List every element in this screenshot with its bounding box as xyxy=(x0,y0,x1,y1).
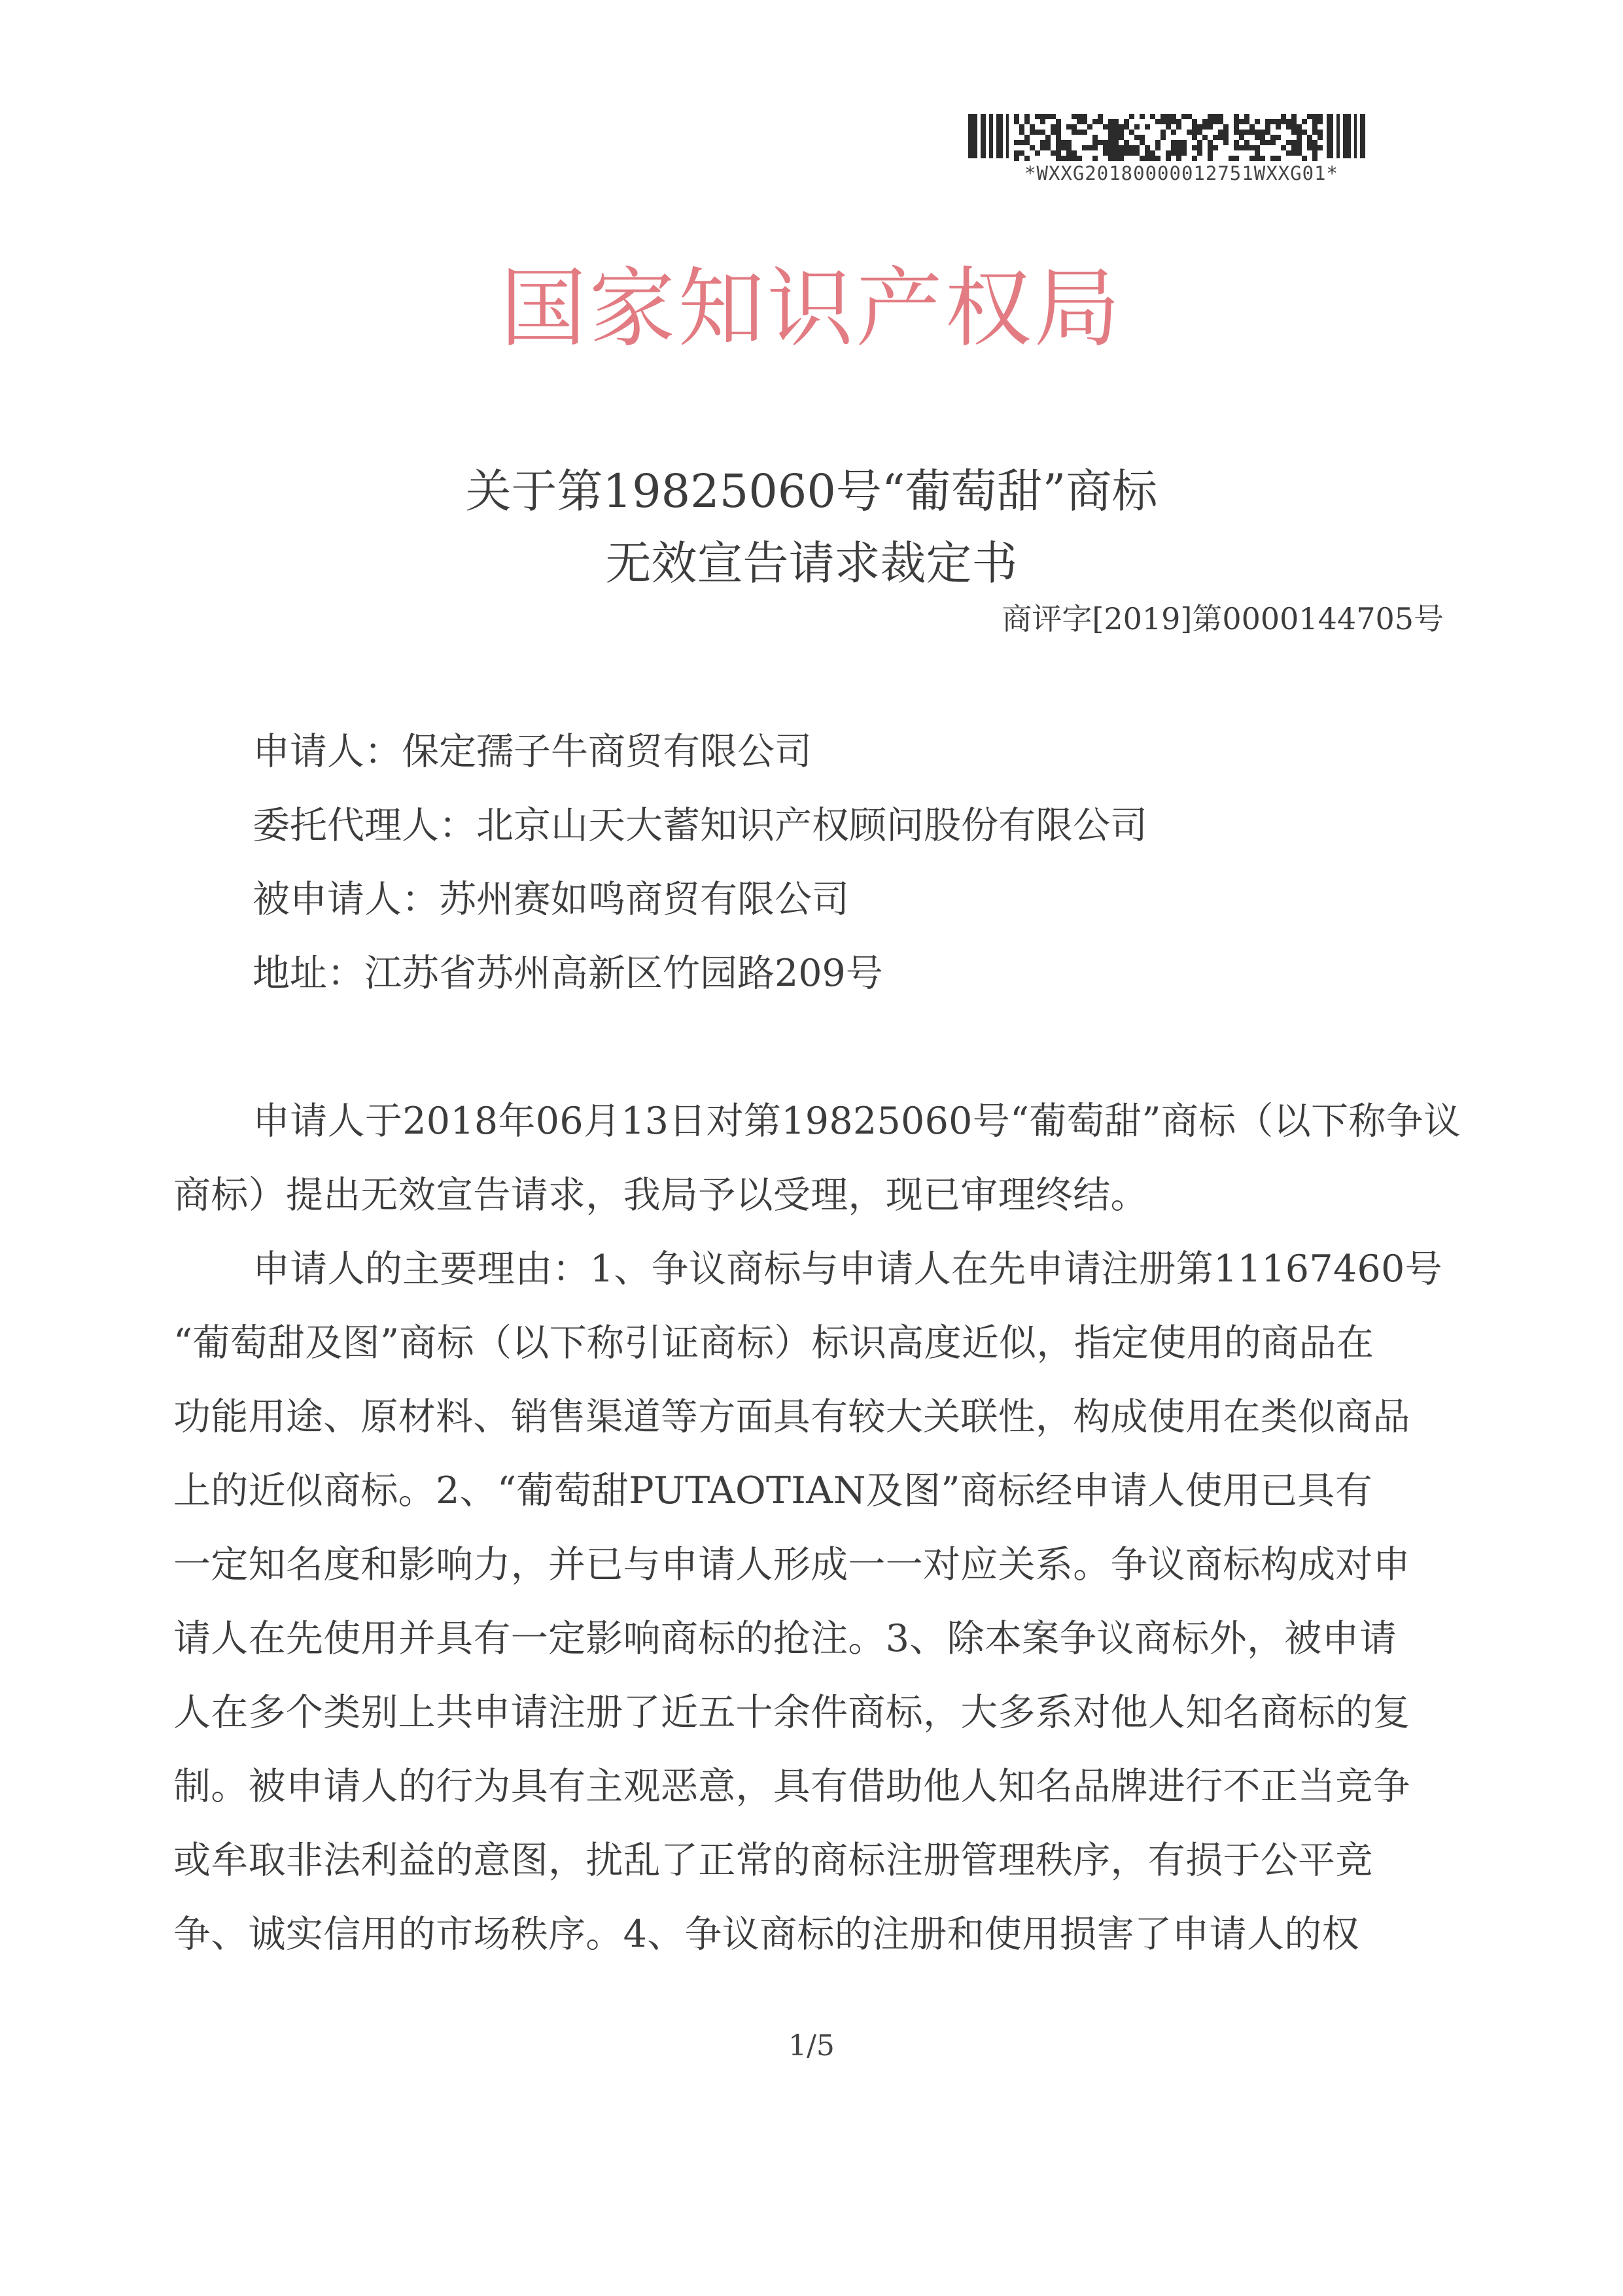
body-line: 申请人的主要理由：1、争议商标与申请人在先申请注册第11167460号 xyxy=(253,1247,1442,1291)
applicant-line: 申请人：保定孺子牛商贸有限公司 xyxy=(253,730,812,773)
body-line: 或牟取非法利益的意图，扰乱了正常的商标注册管理秩序，有损于公平竞 xyxy=(173,1839,1373,1882)
barcode-graphic xyxy=(968,111,1380,161)
agent-line: 委托代理人：北京山天大蓄知识产权顾问股份有限公司 xyxy=(253,804,1147,847)
body-line: 请人在先使用并具有一定影响商标的抢注。3、除本案争议商标外，被申请 xyxy=(173,1617,1397,1660)
respondent-line: 被申请人：苏州赛如鸣商贸有限公司 xyxy=(253,878,849,921)
body-line: 上的近似商标。2、“葡萄甜PUTAOTIAN及图”商标经申请人使用已具有 xyxy=(173,1469,1373,1512)
barcode xyxy=(968,111,1387,190)
issuing-authority-name: 国家知识产权局 xyxy=(500,258,1123,359)
body-line: 商标）提出无效宣告请求，我局予以受理，现已审理终结。 xyxy=(173,1174,1148,1217)
document-number: 商评字[2019]第0000144705号 xyxy=(1002,601,1444,636)
page-number: 1/5 xyxy=(788,2029,835,2062)
document-title-line-2: 无效宣告请求裁定书 xyxy=(605,536,1018,590)
body-line: 申请人于2018年06月13日对第19825060号“葡萄甜”商标（以下称争议 xyxy=(253,1100,1461,1143)
body-line: “葡萄甜及图”商标（以下称引证商标）标识高度近似，指定使用的商品在 xyxy=(173,1321,1374,1365)
body-line: 人在多个类别上共申请注册了近五十余件商标，大多系对他人知名商标的复 xyxy=(173,1691,1410,1734)
body-line: 争、诚实信用的市场秩序。4、争议商标的注册和使用损害了申请人的权 xyxy=(173,1913,1359,1956)
barcode-code-text: *WXXG20180000012751WXXG01* xyxy=(1024,162,1338,184)
address-line: 地址：江苏省苏州高新区竹园路209号 xyxy=(253,952,883,995)
body-line: 一定知名度和影响力，并已与申请人形成一一对应关系。争议商标构成对申 xyxy=(173,1543,1410,1586)
body-line: 功能用途、原材料、销售渠道等方面具有较大关联性，构成使用在类似商品 xyxy=(173,1395,1410,1438)
document-title-line-1: 关于第19825060号“葡萄甜”商标 xyxy=(465,464,1158,518)
body-line: 制。被申请人的行为具有主观恶意，具有借助他人知名品牌进行不正当竞争 xyxy=(173,1765,1410,1808)
